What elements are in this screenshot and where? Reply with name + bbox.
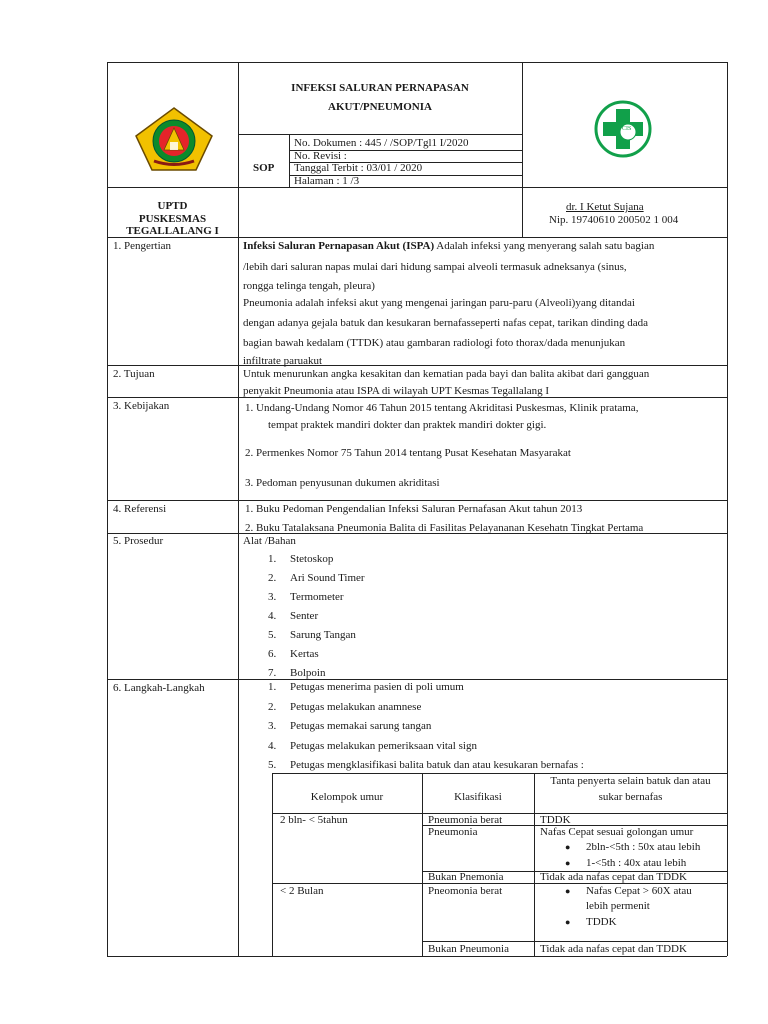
bullet-icon: ● (565, 917, 571, 927)
section-label-tujuan: 2. Tujuan (113, 368, 155, 380)
list-item-number: 3. (268, 720, 277, 732)
revision-number: No. Revisi : (294, 150, 347, 162)
tujuan-line: Untuk menurunkan angka kesakitan dan kematian pada bayi dan balita akibat dari gangguan (243, 368, 650, 380)
pengertian-line: Adalah infeksi yang menyerang salah satu bagian (434, 240, 655, 252)
section-label-kebijakan: 3. Kebijakan (113, 400, 170, 412)
cross-logo-text: CIS (622, 126, 632, 132)
g1-r1-sign: TDDK (540, 814, 571, 826)
g1-r2-bullet-1: 2bln-<5th : 50x atau lebih (586, 841, 701, 853)
signer-name: dr. I Ketut Sujana (566, 201, 644, 213)
pengertian-line: Pneumonia adalah infeksi akut yang mengenai jaringan paru-paru (Alveoli)yang ditandai (243, 297, 635, 309)
list-item-number: 5. (268, 629, 277, 641)
page-number: Halaman : 1 /3 (294, 175, 360, 187)
list-item-number: 7. (268, 667, 277, 679)
g2-r1-bullet-1: Nafas Cepat > 60X atau (586, 885, 692, 897)
g1-r3-sign: Tidak ada nafas cepat dan TDDK (540, 871, 687, 883)
list-item: Sarung Tangan (290, 629, 356, 641)
g1-r2-bullet-2: 1-<5th : 40x atau lebih (586, 857, 687, 869)
g2-r1-class: Pneomonia berat (428, 885, 503, 897)
signer-nip: Nip. 19740610 200502 1 004 (549, 214, 679, 226)
g1-r2-sign: Nafas Cepat sesuai golongan umur (540, 826, 694, 838)
pengertian-line: rongga telinga tengah, pleura) (243, 280, 375, 292)
list-item-number: 6. (268, 648, 277, 660)
section-label-langkah: 6. Langkah-Langkah (113, 682, 205, 694)
list-item: Senter (290, 610, 319, 622)
g1-r2-class: Pneumonia (428, 826, 478, 838)
list-item-number: 2. (268, 572, 277, 584)
section-label-pengertian: 1. Pengertian (113, 240, 172, 252)
list-item: Bolpoin (290, 667, 326, 679)
list-item: Petugas menerima pasien di poli umum (290, 681, 464, 693)
list-item: Petugas memakai sarung tangan (290, 720, 432, 732)
referensi-item-2: 2. Buku Tatalaksana Pneumonia Balita di Fasilitas Pelayananan Kesehatn Tingkat Pertama (245, 522, 644, 534)
table-header-tanda-line2: sukar bernafas (598, 791, 663, 803)
kebijakan-item-2: 2. Permenkes Nomor 75 Tahun 2014 tentang Pusat Kesehatan Masyarakat (245, 447, 571, 459)
kebijakan-item-1-cont: tempat praktek mandiri dokter dan praktek mandiri dokter gigi. (268, 419, 547, 431)
section-label-referensi: 4. Referensi (113, 503, 167, 515)
list-item: Petugas mengklasifikasi balita batuk dan atau kesukaran bernafas : (290, 759, 584, 771)
g2-r1-bullet-2: TDDK (586, 916, 617, 928)
list-item: Termometer (290, 591, 344, 603)
list-item-number: 1. (268, 681, 277, 693)
tujuan-line: penyakit Pneumonia atau ISPA di wilayah UPT Kesmas Tegallalang I (243, 385, 550, 397)
org-name-line2: PUSKESMAS (138, 213, 207, 225)
table-header-klasifikasi: Klasifikasi (454, 791, 502, 803)
section-label-prosedur: 5. Prosedur (113, 535, 164, 547)
issue-date: Tanggal Terbit : 03/01 / 2020 (294, 162, 423, 174)
list-item: Petugas melakukan anamnese (290, 700, 422, 713)
sop-label: SOP (253, 162, 275, 174)
list-item: Stetoskop (290, 553, 334, 565)
g1-r1-class: Pneumonia berat (428, 814, 503, 826)
pengertian-line: bagian bawah kedalam (TTDK) atau gambaran radiologi foto thorax/dada menunjukan (243, 337, 626, 349)
list-item-number: 4. (268, 739, 277, 752)
referensi-item-1: 1. Buku Pedoman Pengendalian Infeksi Saluran Pernafasan Akut tahun 2013 (245, 503, 583, 515)
bullet-icon: ● (565, 886, 571, 896)
list-item: Ari Sound Timer (290, 572, 365, 584)
g2-r2-class: Bukan Pneumonia (428, 943, 509, 955)
g2-r2-sign: Tidak ada nafas cepat dan TDDK (540, 943, 687, 955)
sop-title-line1: INFEKSI SALURAN PERNAPASAN (291, 82, 469, 94)
g1-r3-class: Bukan Pnemonia (428, 871, 504, 883)
org-name-line1: UPTD (157, 200, 188, 212)
pengertian-line: infiltrate paruakut (243, 355, 323, 367)
pengertian-line: dengan adanya gejala batuk dan kesukaran bernafasseperti nafas cepat, tarikan dinding dada (243, 317, 648, 329)
list-item-number: 3. (268, 591, 277, 603)
list-item-number: 2. (268, 700, 277, 713)
g2-r1-bullet-1-cont: lebih permenit (586, 900, 650, 912)
bullet-icon: ● (565, 842, 571, 852)
kebijakan-item-3: 3. Pedoman penyusunan dukumen akriditasi (245, 477, 440, 489)
list-item: Petugas melakukan pemeriksaan vital sign (290, 739, 477, 752)
regional-emblem-logo (134, 106, 214, 172)
table-header-kelompok: Kelompok umur (310, 791, 384, 803)
list-item: Kertas (290, 648, 319, 660)
pengertian-line: /lebih dari saluran napas mulai dari hidung sampai alveoli termasuk adneksanya (sinus, (243, 261, 627, 273)
list-item-number: 5. (268, 759, 277, 771)
group-1-age: 2 bln- < 5tahun (280, 814, 348, 826)
document-number: No. Dokumen : 445 / /SOP/Tgl1 I/2020 (294, 137, 469, 149)
list-item-number: 4. (268, 610, 277, 622)
prosedur-heading: Alat /Bahan (243, 535, 296, 547)
org-name-line3: TEGALLALANG I (126, 225, 219, 237)
pengertian-lead: Infeksi Saluran Pernapasan Akut (ISPA) (243, 240, 435, 252)
puskesmas-cross-logo (594, 100, 652, 158)
group-2-age: < 2 Bulan (280, 885, 324, 897)
list-item-number: 1. (268, 553, 277, 565)
kebijakan-item-1: 1. Undang-Undang Nomor 46 Tahun 2015 tentang Akriditasi Puskesmas, Klinik pratama, (245, 402, 639, 414)
bullet-icon: ● (565, 858, 571, 868)
table-header-tanda-line1: Tanta penyerta selain batuk dan atau (550, 775, 711, 787)
sop-title-line2: AKUT/PNEUMONIA (328, 101, 432, 113)
